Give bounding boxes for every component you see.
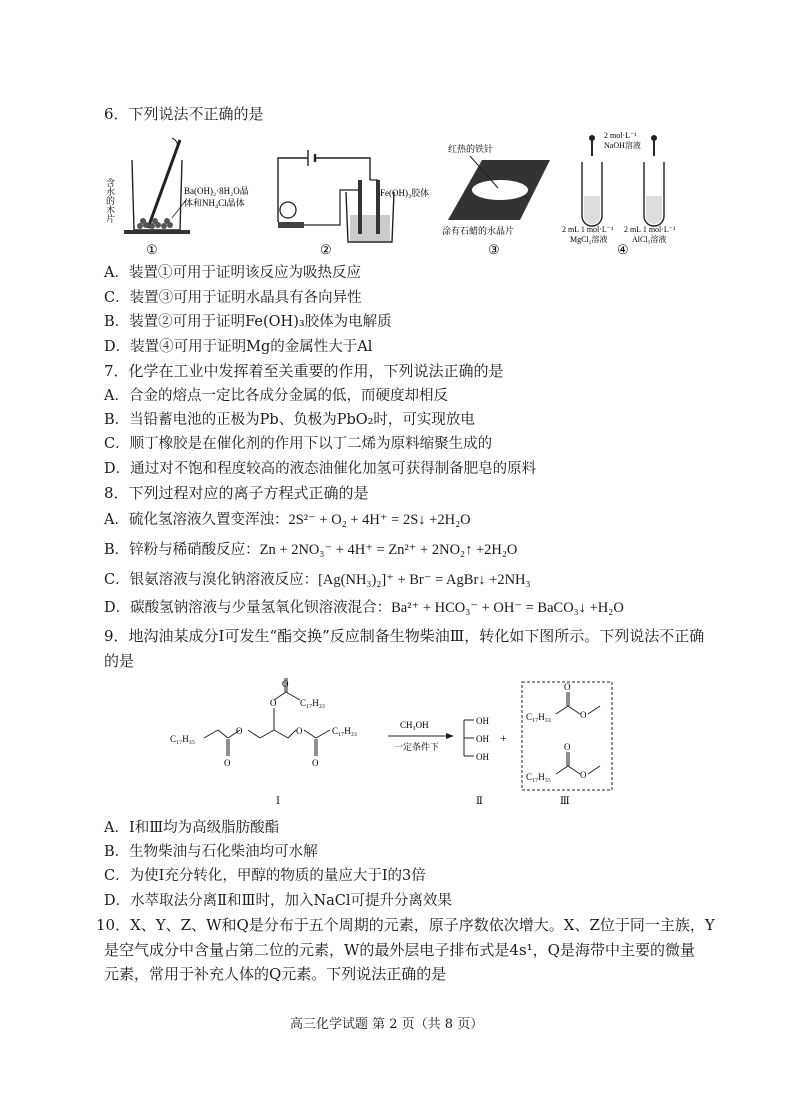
q8-option-d (104, 598, 624, 618)
q10-line3: 元素，常用于补充人体的Q元素。下列说法正确的是 (104, 965, 447, 983)
q8-option-c-equation: [Ag(NH₃)₂]⁺ + Br⁻ = AgBr↓ +2NH₃ (318, 572, 531, 588)
q7-option-c: C．顺丁橡胶是在催化剂的作用下以丁二烯为原料缩聚生成的 (104, 436, 493, 452)
carbonyl-o-mid: O (282, 679, 289, 689)
oxygen-left: O (236, 726, 243, 736)
reagent-label: CH₃OH (400, 720, 429, 730)
q9-option-b: B．生物柴油与石化柴油均可水解 (104, 844, 318, 860)
ester2-carbonyl-o: O (564, 742, 571, 752)
q8-option-b (104, 540, 517, 560)
q10-line1: 10．X、Y、Z、W和Q是分布于五个周期的元素，原子序数依次增大。X、Z位于同一主族，Y (96, 916, 715, 934)
fig4-number: ④ (617, 242, 629, 257)
q6-stem: 6．下列说法不正确的是 (104, 105, 264, 123)
plus-sign: + (500, 731, 507, 745)
fig4-tube2-l1: 2 mL 1 mol·L⁻¹ (624, 225, 676, 234)
q9-reaction-scheme (170, 678, 620, 810)
q7-option-b: B．当铅蓄电池的正极为Pb、负极为PbO₂时，可实现放电 (104, 412, 475, 428)
fig4-tube2-l2: AlCl₃溶液 (632, 235, 667, 244)
fig2-number: ② (320, 242, 332, 257)
q9-stem-line2: 的是 (104, 652, 135, 670)
q9-option-a: A．Ⅰ和Ⅲ均为高级脂肪酸酯 (104, 820, 280, 836)
q8-option-d-label: D．碳酸氢钠溶液与少量氢氧化钡溶液混合： (104, 600, 392, 616)
carbonyl-o-right: O (312, 758, 319, 768)
q9-option-d: D．水萃取法分离Ⅱ和Ⅲ时，加入NaCl可提升分离效果 (104, 893, 453, 909)
reactant-r-right: C₁₇H₃₃ (332, 726, 358, 736)
q9-option-c: C．为使Ⅰ充分转化，甲醇的物质的量应大于Ⅰ的3倍 (104, 868, 426, 884)
q7-option-d: D．通过对不饱和程度较高的液态油催化加氢可获得制备肥皂的原料 (104, 461, 537, 477)
product-r1: C₁₇H₃₃ (526, 712, 552, 722)
beaker-apparatus-1 (124, 138, 190, 234)
q6-option-c: C．装置③可用于证明水晶具有各向异性 (104, 290, 362, 306)
oh-3: OH (476, 752, 489, 762)
ester1-carbonyl-o: O (564, 682, 571, 692)
q6-option-d: D．装置④可用于证明Mg的金属性大于Al (104, 339, 373, 355)
label-II: Ⅱ (476, 796, 483, 807)
oh-1: OH (476, 716, 489, 726)
fig4-top-line1: 2 mol·L⁻¹ (604, 131, 637, 140)
q8-option-a (104, 510, 471, 530)
q8-option-b-label: B．锌粉与稀硝酸反应： (104, 542, 260, 558)
q6-option-a: A．装置①可用于证明该反应为吸热反应 (104, 265, 361, 281)
conductivity-circuit-2 (278, 150, 394, 242)
reactant-r-mid: C₁₇H₃₃ (300, 698, 326, 708)
q8-option-d-equation: Ba²⁺ + HCO₃⁻ + OH⁻ = BaCO₃↓ +H₂O (391, 600, 624, 616)
oh-2: OH (476, 734, 489, 744)
fig2-label: Fe(OH)₃胶体 (380, 188, 430, 198)
q10-line2: 是空气成分中含量占第二位的元素，W的最外层电子排布式是4s¹，Q是海带中主要的微量 (104, 941, 695, 959)
fig3-top-label: 红热的铁针 (448, 144, 494, 154)
condition-label: 一定条件下 (394, 742, 440, 752)
page-footer: 高三化学试题 第 2 页（共 8 页） (290, 1017, 484, 1032)
fig4-tube1-l1: 2 mL 1 mol·L⁻¹ (562, 225, 614, 234)
triglyceride-structure (204, 678, 330, 756)
label-III: Ⅲ (560, 796, 570, 807)
fig4-top-line2: NaOH溶液 (604, 141, 641, 150)
q7-stem: 7．化学在工业中发挥着至关重要的作用，下列说法正确的是 (104, 362, 504, 380)
fig1-label-l1: Ba(OH)₂·8H₂O晶 (184, 186, 249, 196)
oxygen-mid: O (270, 698, 277, 708)
glycerol-structure (464, 720, 474, 756)
ester2-oxygen: O (580, 770, 587, 780)
q8-option-c-label: C．银氨溶液与溴化钠溶液反应： (104, 572, 319, 588)
q8-stem: 8．下列过程对应的离子方程式正确的是 (104, 484, 369, 502)
crystal-plate-3 (448, 156, 550, 220)
fig4-tube1-l2: MgCl₂溶液 (570, 235, 608, 244)
reactant-r-left: C₁₇H₃₅ (170, 734, 196, 744)
q8-option-b-equation: Zn + 2NO₃⁻ + 4H⁺ = Zn²⁺ + 2NO₂↑ +2H₂O (259, 542, 518, 558)
q6-option-b: B．装置②可用于证明Fe(OH)₃胶体为电解质 (104, 314, 392, 330)
q8-option-c (104, 570, 531, 590)
methyl-ester-structures (556, 692, 600, 774)
fig1-label-l2: 体和NH₄Cl晶体 (184, 198, 245, 208)
fig1-side-label: 含水的木片 (105, 178, 115, 223)
fig3-number: ③ (488, 242, 500, 257)
oxygen-right: O (296, 726, 303, 736)
ester1-oxygen: O (580, 710, 587, 720)
carbonyl-o-left: O (224, 758, 231, 768)
q7-option-a: A．合金的熔点一定比各成分金属的低，而硬度却相反 (104, 388, 448, 404)
label-I: Ⅰ (276, 796, 280, 807)
q9-stem-line1: 9．地沟油某成分Ⅰ可发生“酯交换”反应制备生物柴油Ⅲ，转化如下图所示。下列说法不正确 (104, 627, 705, 645)
q8-option-a-label: A．硫化氢溶液久置变浑浊： (104, 512, 289, 528)
product-r2: C₁₇H₃₅ (526, 772, 552, 782)
q8-option-a-equation: 2S²⁻ + O₂ + 4H⁺ = 2S↓ +2H₂O (288, 512, 471, 528)
fig1-number: ① (146, 242, 158, 257)
fig3-bottom-label: 涂有石蜡的水晶片 (442, 226, 515, 236)
q6-apparatus-figure (105, 130, 690, 260)
